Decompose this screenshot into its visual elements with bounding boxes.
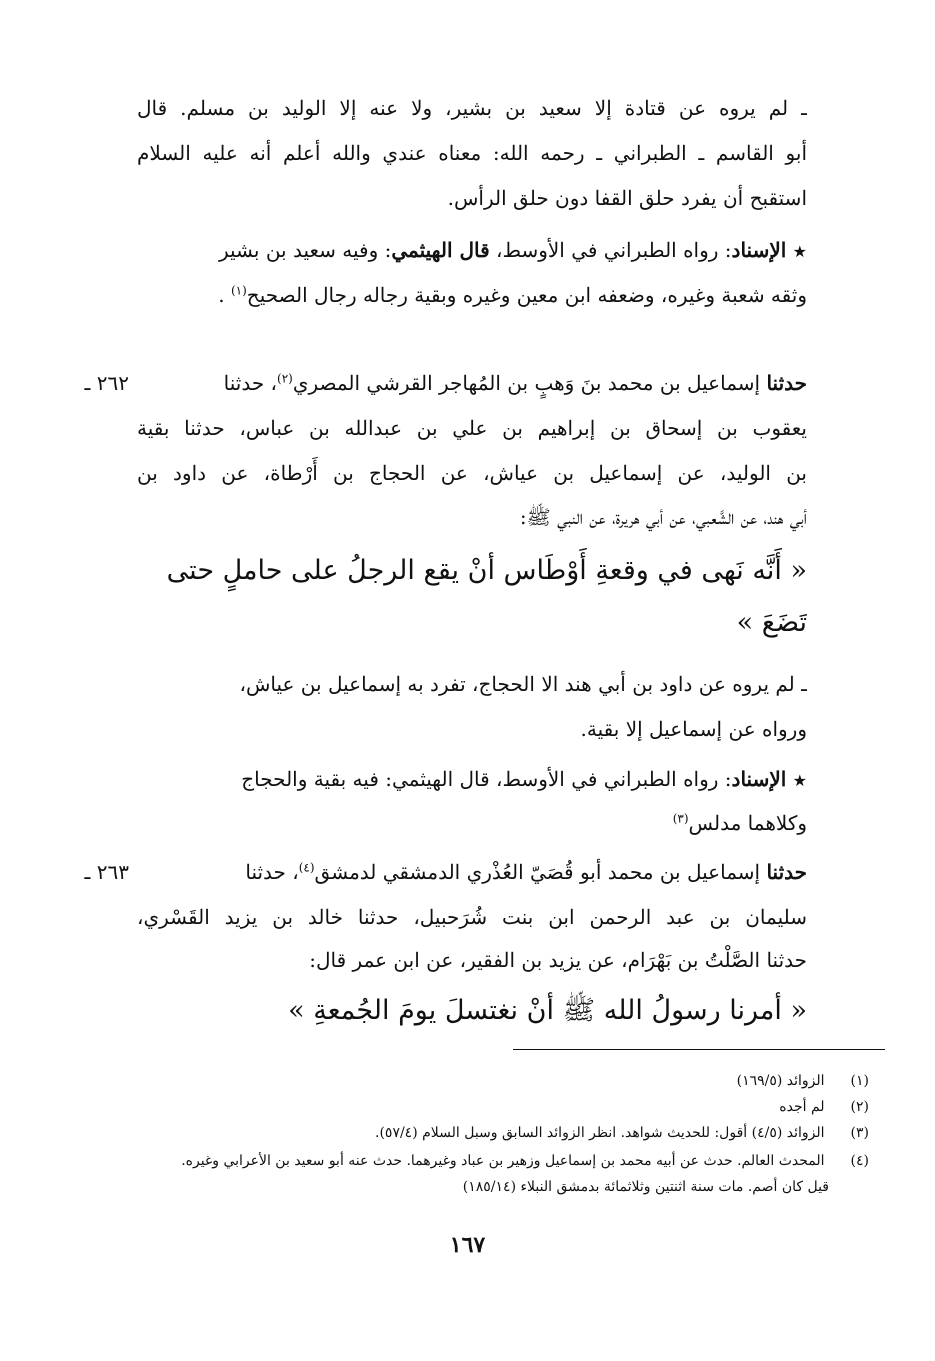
footnote-ref[interactable]: (١)	[230, 283, 247, 298]
footnote-text: الزوائد (١٦٩/٥)	[736, 1073, 825, 1089]
hadith-number: ٢٦٣ ـ	[84, 860, 129, 884]
text-line: استقبح أن يفرد حلق القفا دون حلق الرأس.	[447, 186, 807, 210]
footnote	[69, 1094, 869, 1120]
hadith-text: إسماعيل بن محمد أبو قُصَيّ العُذْري الدمشقي لدمشق	[314, 860, 761, 884]
hadith-text: ، حدثنا	[223, 371, 277, 395]
comment-line: ـ لم يروه عن داود بن أبي هند الا الحجاج، تفرد به إسماعيل بن عياش،	[239, 672, 807, 696]
isnad-text: : رواه الطبراني في الأوسط،	[496, 238, 732, 262]
isnad-line: وثقه شعبة وغيره، وضعفه ابن معين وغيره وبقية رجاله رجال الصحيح$^{(١)}$ .	[218, 283, 807, 307]
hadith-line	[137, 363, 807, 403]
hadith-line	[137, 852, 807, 892]
hadith-matn: « أَنَّه نَهى في وقعةِ أَوْطَاس أنْ يقع الرجلُ على حاملٍ حتى	[166, 555, 807, 586]
haddathana-label: حدثنا	[766, 371, 807, 395]
isnad-text: : رواه الطبراني في الأوسط، قال الهيثمي: فيه بقية والحجاج	[241, 767, 732, 791]
footnote-number: (٤)	[850, 1153, 869, 1169]
isnad-label: الإسناد	[731, 767, 787, 791]
hadith-line: سليمان بن عبد الرحمن ابن بنت شُرَحبيل، حدثنا خالد بن يزيد القَسْري،	[137, 905, 807, 929]
footnote-continuation: قيل كان أصم. مات سنة اثنتين وثلاثمائة بدمشق النبلاء (١٨٥/١٤)	[462, 1179, 829, 1195]
text-line: ـ لم يروه عن قتادة إلا سعيد بن بشير، ولا عنه إلا الوليد بن مسلم. قال	[137, 96, 807, 120]
star-icon: ★	[792, 771, 807, 790]
hadith-text: إسماعيل بن محمد بنَ وَهبٍ بن المُهاجر القرشي المصري	[292, 371, 761, 395]
footnote-ref[interactable]: (٢)	[277, 371, 293, 386]
isnad-text: : وفيه سعيد بن بشير	[218, 238, 392, 262]
haddathana-label: حدثنا	[766, 860, 807, 884]
hadith-matn: « أمرنا رسولُ الله ﷺ أنْ نغتسلَ يومَ الجُمعةِ »	[288, 995, 807, 1026]
hadith-line: بن الوليد، عن إسماعيل بن عياش، عن الحجاج بن أَرْطاة، عن داود بن	[137, 461, 807, 485]
hadith-matn: تَضَعَ »	[736, 607, 807, 638]
haythami-label: قال الهيثمي	[391, 238, 490, 262]
hadith-text: ، حدثنا	[245, 860, 299, 884]
footnote-divider	[513, 1049, 885, 1050]
isnad-line	[137, 759, 807, 799]
footnote	[69, 1120, 869, 1146]
star-icon: ★	[792, 242, 807, 261]
footnote-number: (٣)	[850, 1125, 869, 1141]
isnad-line	[137, 803, 807, 843]
footnote-number: (١)	[850, 1073, 869, 1089]
isnad-text: وثقه شعبة وغيره، وضعفه ابن معين وغيره وبقية رجاله رجال الصحيح	[246, 283, 807, 307]
footnote-ref[interactable]: (٤)	[298, 860, 315, 875]
hadith-line: يعقوب بن إسحاق بن إبراهيم بن علي بن عبدالله بن عباس، حدثنا بقية	[137, 416, 807, 440]
footnote	[69, 1148, 869, 1174]
comment-line: ورواه عن إسماعيل إلا بقية.	[580, 717, 807, 741]
isnad-label: الإسناد	[731, 238, 787, 262]
footnote-text: الزوائد (٤/٥) أقول: للحديث شواهد. انظر الزوائد السابق وسبل السلام (٥٧/٤).	[375, 1125, 825, 1141]
footnote-ref[interactable]: (٣)	[672, 811, 689, 826]
isnad-line	[137, 230, 807, 270]
hadith-number: ٢٦٢ ـ	[84, 371, 129, 395]
footnote	[69, 1068, 869, 1094]
footnote-text: لم أجده	[779, 1099, 825, 1115]
footnote-number: (٢)	[850, 1099, 869, 1115]
hadith-line: أبي هند، عن الشَّعبي، عن أبي هريرة، عن النبي ﷺ:	[519, 505, 807, 529]
hadith-line: حدثنا الصَّلْتُ بن بَهْرَام، عن يزيد بن الفقير، عن ابن عمر قال:	[309, 948, 807, 972]
page-number: ١٦٧	[449, 1232, 486, 1258]
footnote-text: المحدث العالم. حدث عن أبيه محمد بن إسماعيل وزهير بن عباد وغيرهما. حدث عنه أبو سعيد بن الأعرابي وغيره.	[181, 1153, 825, 1169]
isnad-text: وكلاهما مدلس	[688, 811, 807, 835]
text-line: أبو القاسم ـ الطبراني ـ رحمه الله: معناه عندي والله أعلم أنه عليه السلام	[137, 141, 807, 165]
